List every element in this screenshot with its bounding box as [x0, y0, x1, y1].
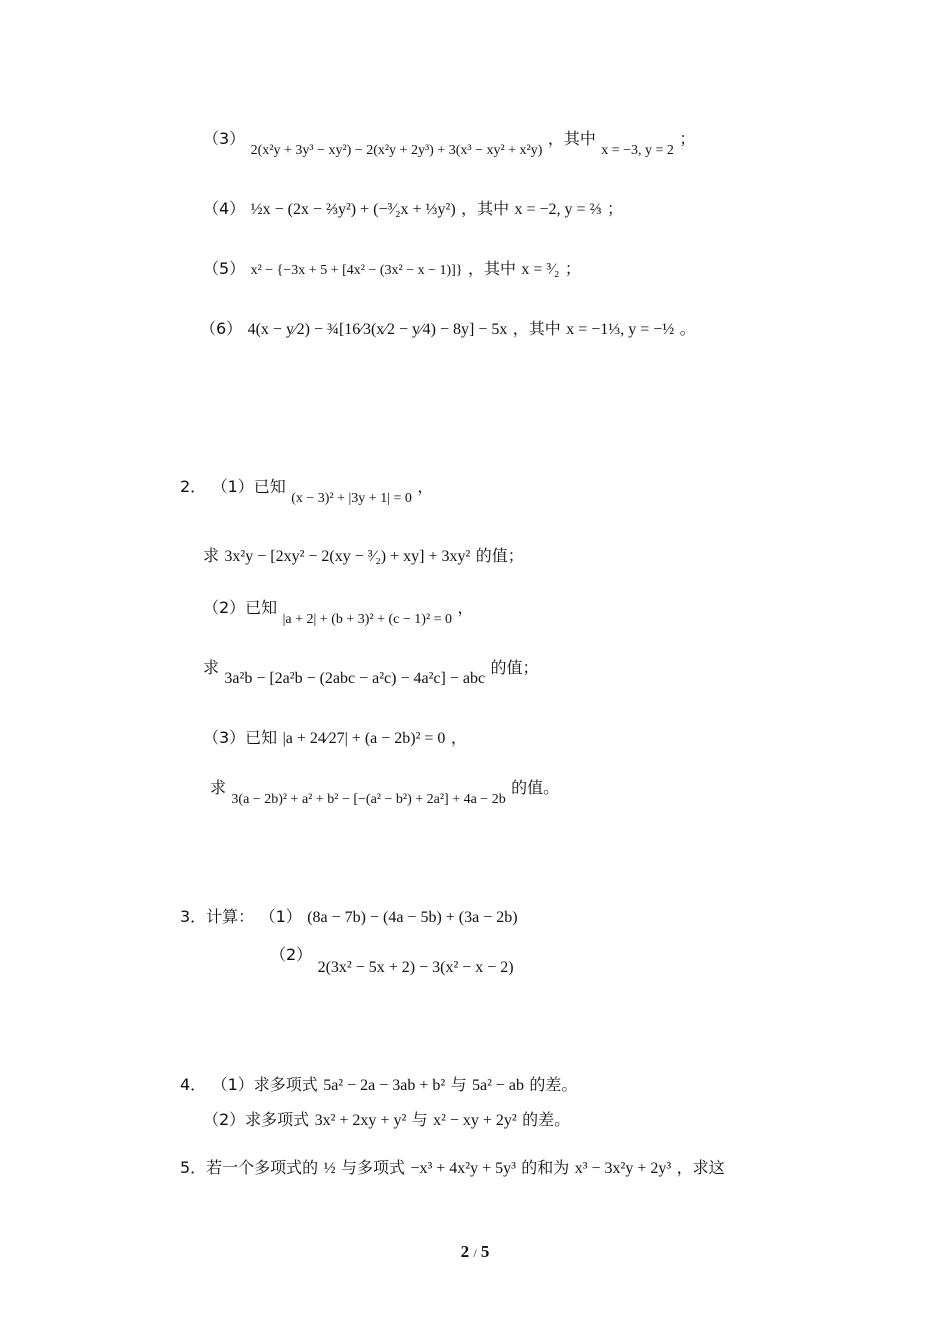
condition-values: x = −1⅓, y = −½ [566, 321, 675, 338]
given-condition: |a + 2| + (b + 3)² + (c − 1)² = 0 [282, 612, 453, 627]
problem-tail: ，求这 [676, 1158, 725, 1177]
item-label: （5） [203, 259, 246, 278]
condition-values: x = ³⁄₂ [521, 261, 560, 278]
polynomial-1: −x³ + 4x²y + 5y³ [410, 1160, 516, 1177]
problem2-part3-ask [210, 777, 560, 807]
problem1-item-6 [200, 318, 696, 341]
page-number [0, 1242, 950, 1262]
ask-tail: 的值； [490, 658, 539, 677]
part-text: （2）求多项式 [203, 1110, 310, 1129]
problem-text: 5．若一个多项式的 [180, 1158, 319, 1177]
problem1-item-3 [203, 128, 696, 158]
total-pages: 5 [480, 1242, 490, 1261]
problem2-part2-ask [203, 657, 539, 687]
ask-word: 求 [203, 546, 220, 565]
condition-prefix: ，其中 [512, 319, 561, 338]
item-end: 。 [679, 319, 696, 338]
math-expression: 2(x²y + 3y³ − xy²) − 2(x²y + 2y³) + 3(x³ − xy² + x²y) [250, 143, 543, 158]
problem-number: 4． [180, 1075, 207, 1094]
part-text: （1）求多项式 [211, 1075, 318, 1094]
ask-tail: 的值； [475, 546, 524, 565]
polynomial-1: 5a² − 2a − 3ab + b² [323, 1077, 446, 1094]
polynomial-2: 5a² − ab [471, 1077, 525, 1094]
item-label: （6） [200, 319, 243, 338]
condition-values: x = −2, y = ⅔ [514, 201, 602, 218]
connector: 的和为 [521, 1158, 570, 1177]
part-label: （3）已知 [203, 728, 278, 747]
math-expression: 3x²y − [2xy² − 2(xy − ³⁄₂) + xy] + 3xy² [224, 548, 471, 565]
item-end: ； [606, 199, 623, 218]
math-expression: 3a²b − [2a²b − (2abc − a²c) − 4a²c] − abc [224, 670, 486, 687]
part-tail: 的差。 [529, 1075, 578, 1094]
problem-number: 2． [180, 477, 207, 496]
polynomial-1: 3x² + 2xy + y² [314, 1112, 407, 1129]
comma: ， [417, 477, 434, 496]
problem1-item-5 [203, 258, 581, 282]
item-end: ； [564, 259, 581, 278]
given-condition: |a + 24⁄27| + (a − 2b)² = 0 [282, 730, 446, 747]
math-expression: 2(3x² − 5x + 2) − 3(x² − x − 2) [317, 959, 514, 976]
problem3-part1 [180, 906, 518, 929]
problem2-part3-given [203, 727, 467, 750]
condition-prefix: ，其中 [547, 129, 596, 148]
polynomial-2: x² − xy + 2y² [433, 1112, 517, 1129]
current-page: 2 [460, 1242, 470, 1261]
problem2-part1-ask [203, 545, 524, 568]
math-expression: 4(x − y⁄2) − ¾[16⁄3(x⁄2 − y⁄4) − 8y] − 5x [247, 321, 508, 338]
page-separator: / [473, 1246, 477, 1260]
problem3-part2 [270, 944, 514, 976]
ask-word: 求 [203, 658, 220, 677]
math-expression: (8a − 7b) − (4a − 5b) + (3a − 2b) [307, 909, 518, 926]
ask-word: 求 [210, 778, 227, 797]
given-condition: (x − 3)² + |3y + 1| = 0 [291, 491, 412, 506]
problem2-part1-given [180, 476, 434, 506]
part-tail: 的差。 [522, 1110, 571, 1129]
connector: 与 [411, 1110, 428, 1129]
problem4-part1 [180, 1074, 577, 1097]
problem1-item-4 [203, 198, 623, 221]
problem-number: 3．计算： [180, 907, 255, 926]
comma: ， [457, 598, 474, 617]
math-expression: x² − {−3x + 5 + [4x² − (3x² − x − 1)]} [250, 263, 463, 278]
problem4-part2 [203, 1109, 570, 1132]
condition-prefix: ，其中 [467, 259, 516, 278]
math-expression: ½x − (2x − ⅔y²) + (−³⁄₂x + ⅓y²) [250, 201, 456, 218]
problem2-part2-given [203, 597, 474, 627]
condition-prefix: ，其中 [461, 199, 510, 218]
connector: 与 [450, 1075, 467, 1094]
comma: ， [450, 728, 467, 747]
part-label: （2）已知 [203, 598, 278, 617]
part-label: （1） [259, 907, 302, 926]
item-label: （3） [203, 129, 246, 148]
ask-tail: 的值。 [511, 778, 560, 797]
polynomial-2: x³ − 3x²y + 2y³ [574, 1160, 672, 1177]
condition-values: x = −3, y = 2 [601, 143, 674, 158]
part-label: （1）已知 [211, 477, 286, 496]
item-label: （4） [203, 199, 246, 218]
math-expression: 3(a − 2b)² + a² + b² − [−(a² − b²) + 2a²] + 4a − 2b [231, 792, 506, 807]
problem5-line [180, 1157, 725, 1180]
item-end: ； [679, 129, 696, 148]
connector: 与多项式 [341, 1158, 406, 1177]
fraction: ½ [323, 1160, 336, 1177]
part-label: （2） [270, 945, 313, 964]
